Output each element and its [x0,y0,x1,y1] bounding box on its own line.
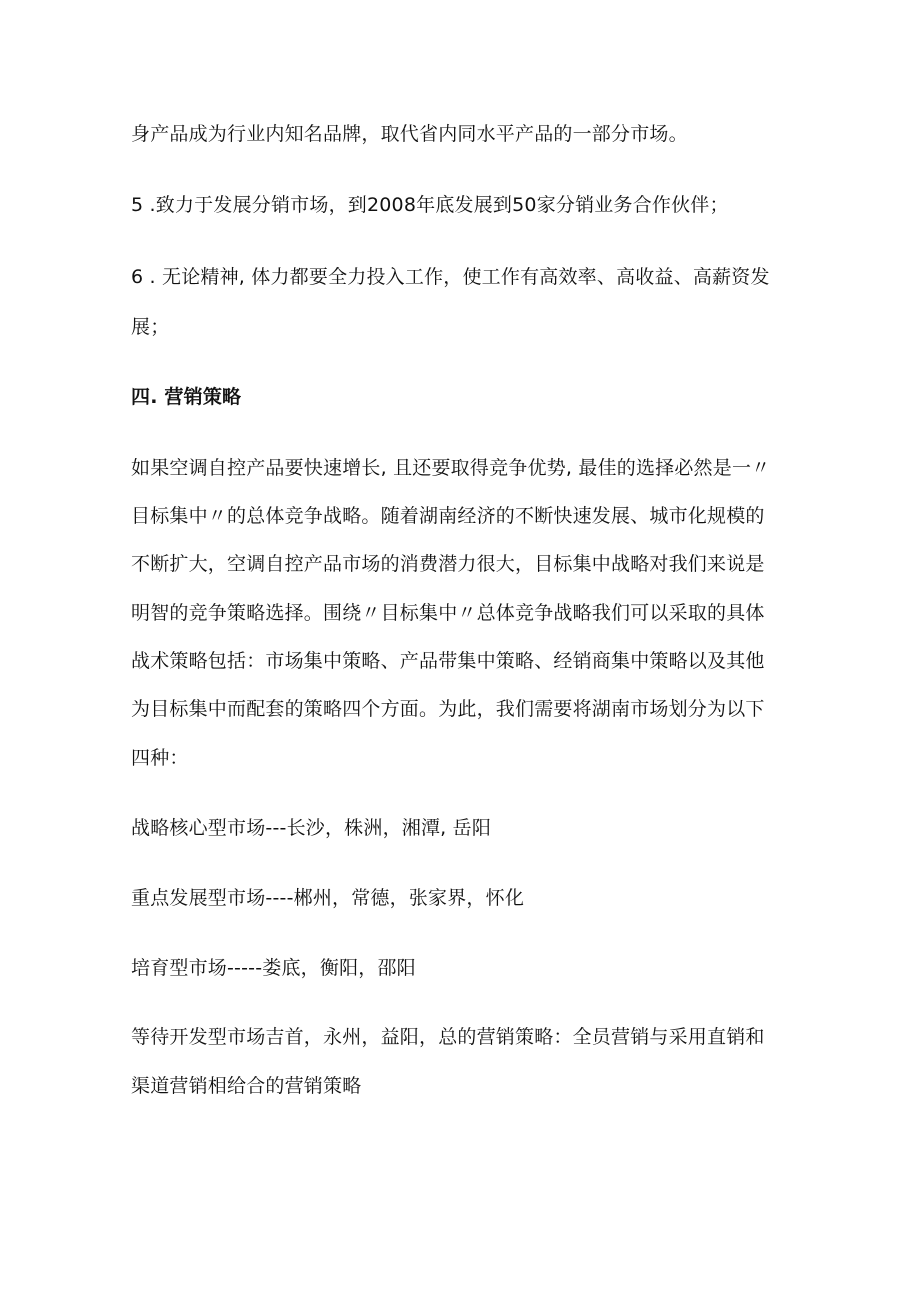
paragraph-line: 战术策略包括：市场集中策略、产品带集中策略、经销商集中策略以及其他 [131,650,765,672]
market-tier-nurture: 培育型市场-----娄底，衡阳，邵阳 [131,957,416,979]
paragraph-line: 展； [131,316,170,338]
paragraph-line: 身产品成为行业内知名品牌，取代省内同水平产品的一部分市场。 [131,123,688,145]
paragraph-line: 四种： [131,747,189,769]
list-item-6: 6 . 无论精神, 体力都要全力投入工作，使工作有高效率、高收益、高薪资发 [131,266,770,288]
paragraph-line: 不断扩大，空调自控产品市场的消费潜力很大，目标集中战略对我们来说是 [131,553,765,575]
paragraph-line: 为目标集中而配套的策略四个方面。为此，我们需要将湖南市场划分为以下 [131,698,765,720]
paragraph-line: 渠道营销相给合的营销策略 [131,1075,362,1097]
market-tier-core: 战略核心型市场---长沙，株洲，湘潭, 岳阳 [131,817,492,839]
paragraph-line: 明智的竞争策略选择。围绕〃目标集中〃总体竞争战略我们可以采取的具体 [131,602,765,624]
list-item-5: 5 .致力于发展分销市场，到2008年底发展到50家分销业务合作伙伴； [131,194,729,216]
section-heading: 四. 营销策略 [131,386,242,408]
paragraph-line: 如果空调自控产品要快速增长, 且还要取得竞争优势, 最佳的选择必然是一〃 [131,457,771,479]
paragraph-line: 目标集中〃的总体竞争战略。随着湖南经济的不断快速发展、城市化规模的 [131,505,765,527]
market-tier-key: 重点发展型市场----郴州，常德，张家界，怀化 [131,887,525,909]
market-tier-pending: 等待开发型市场吉首，永州，益阳，总的营销策略：全员营销与采用直销和 [131,1026,765,1048]
